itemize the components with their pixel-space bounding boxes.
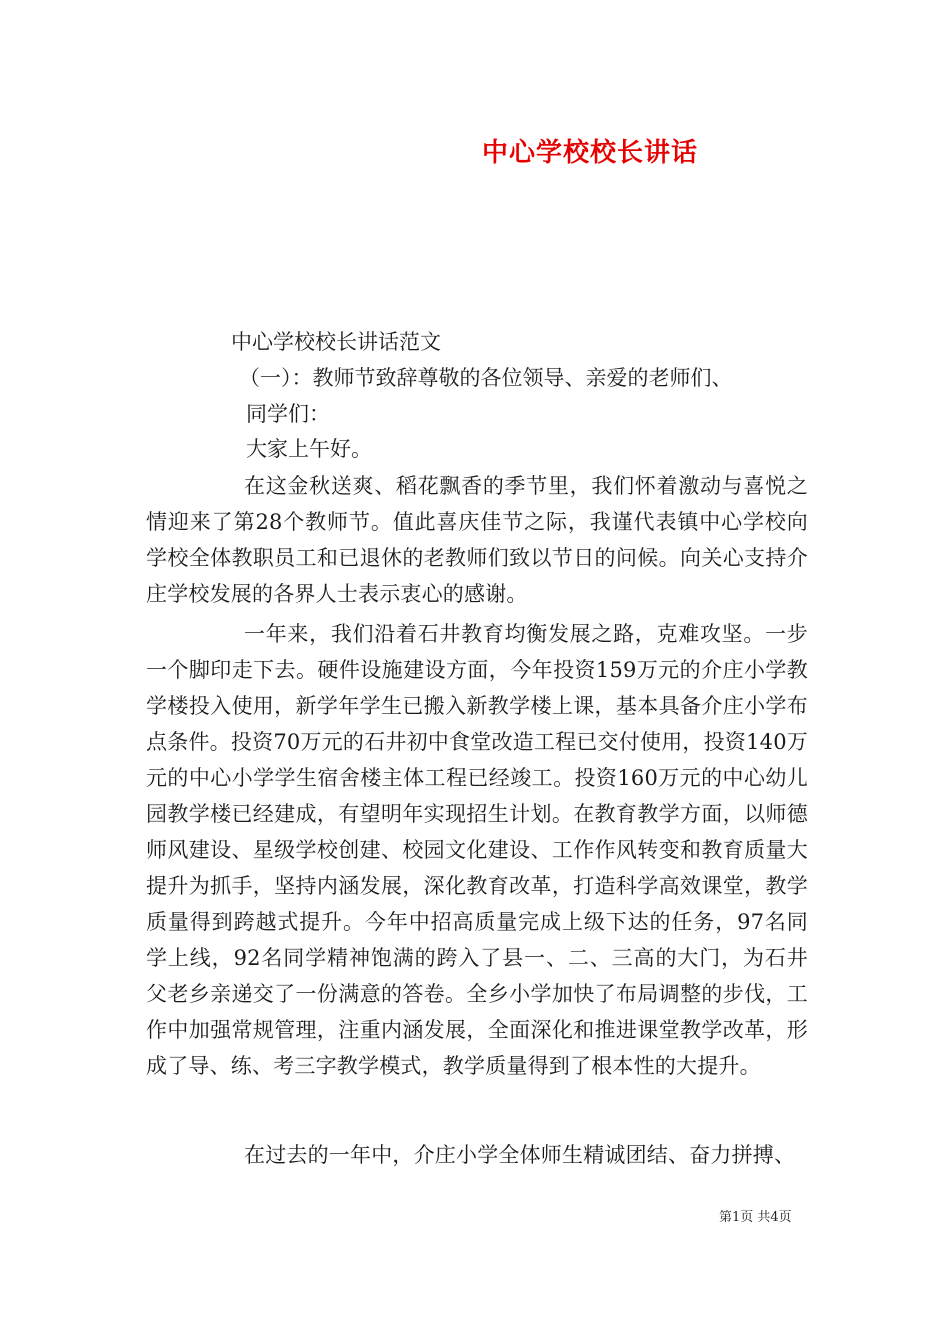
document-heading: 中心学校校长讲话范文 bbox=[231, 330, 441, 354]
greeting: 大家上午好。 bbox=[246, 437, 372, 461]
page-number: 第1页 共4页 bbox=[719, 1210, 792, 1225]
salutation: 同学们： bbox=[246, 402, 330, 426]
document-subheading: （一）：教师节致辞尊敬的各位领导、亲爱的老师们、 bbox=[239, 366, 733, 390]
body-paragraph: 一年来，我们沿着石井教育均衡发展之路，克难攻坚。一步一个脚印走下去。硬件设施建设方面，今年投资159万元的介庄小学教学楼投入使用，新学年学生已搬入新教学楼上课，基本具备介庄小学布点条件。投资70万元的石井初中食堂改造工程已交付使用，投资140万元的中心小学学生宿舍楼主体工程已经竣工。投资160万元的中心幼儿园教学楼已经建成，有望明年实现招生计划。在教育教学方面，以师德师风建设、星级学校创建、校园文化建设、工作作风转变和教育质量大提升为抓手，坚持内涵发展，深化教育改革，打造科学高效课堂，教学质量得到跨越式提升。今年中招高质量完成上级下达的任务，97名同学上线，92名同学精神饱满的跨入了县一、二、三高的大门，为石井父老乡亲递交了一份满意的答卷。全乡小学加快了布局调整的步伐，工作中加强常规管理，注重内涵发展，全面深化和推进课堂教学改革，形成了导、练、考三字教学模式，教学质量得到了根本性的大提升。 bbox=[146, 622, 808, 1078]
body-paragraph: 在这金秋送爽、稻花飘香的季节里，我们怀着激动与喜悦之情迎来了第28个教师节。值此喜庆佳节之际，我谨代表镇中心学校向学校全体教职员工和已退休的老教师们致以节日的问候。向关心支持介庄学校发展的各界人士表示衷心的感谢。 bbox=[146, 474, 808, 606]
document-title: 中心学校校长讲话 bbox=[481, 138, 698, 168]
body-paragraph: 在过去的一年中，介庄小学全体师生精诚团结、奋力拼搏、 bbox=[244, 1143, 796, 1167]
